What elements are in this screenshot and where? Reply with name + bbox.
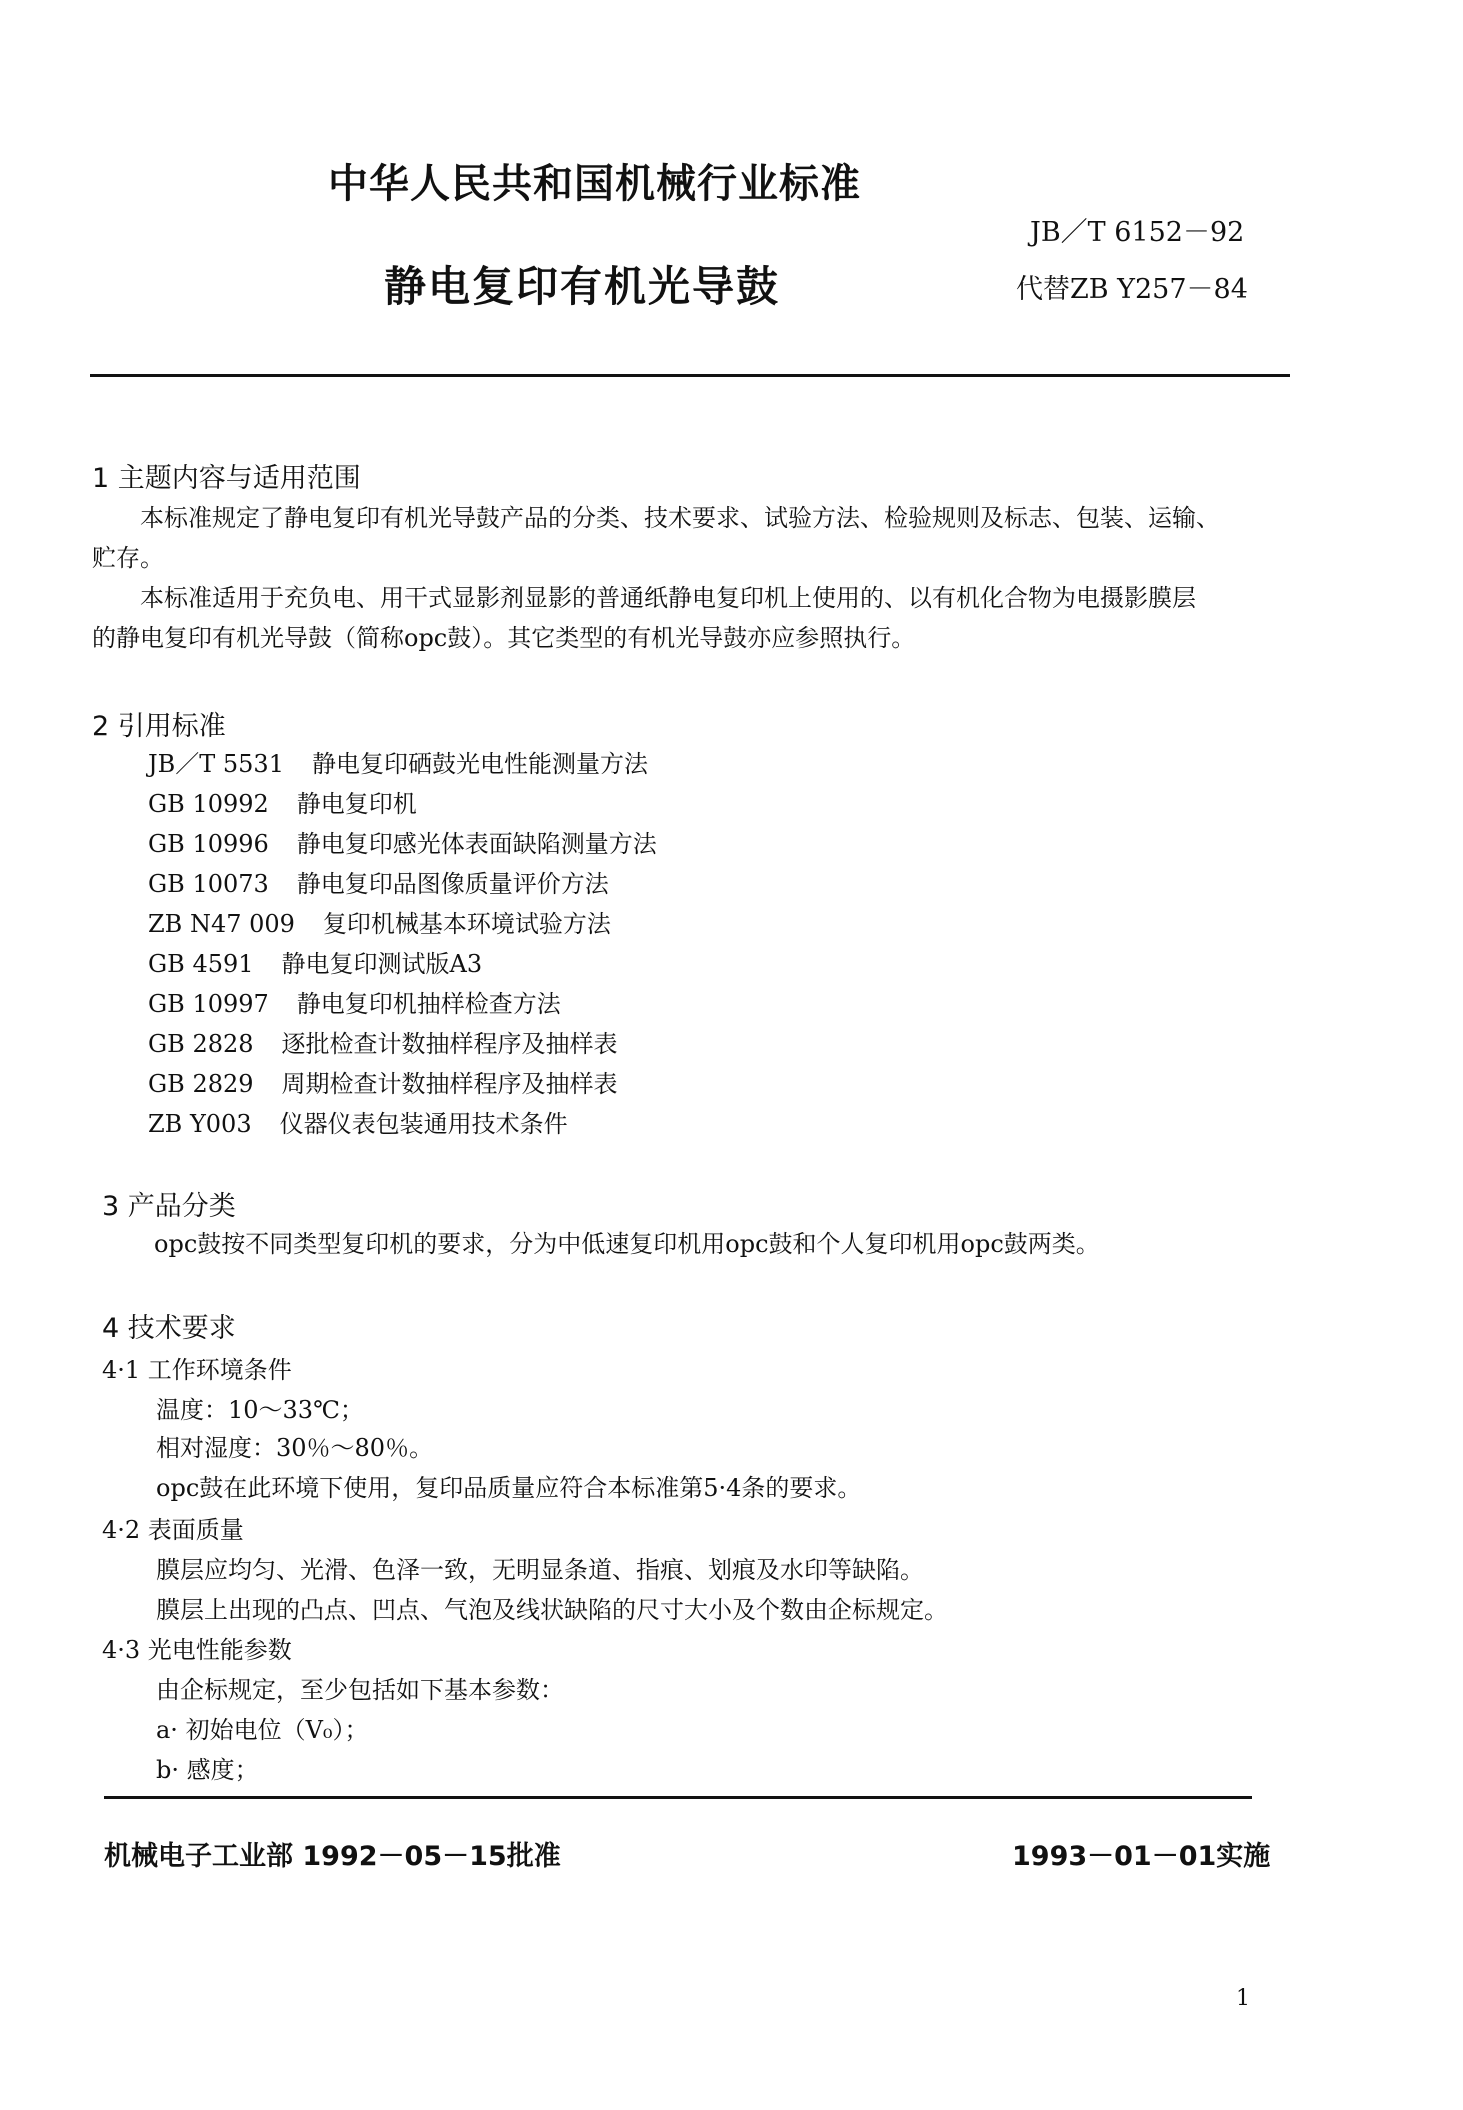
reference-code: GB 2828 — [148, 1030, 254, 1058]
reference-item — [148, 1064, 618, 1099]
reference-item — [148, 1104, 568, 1139]
reference-item — [148, 984, 561, 1019]
temperature-condition: 温度：10～33℃； — [156, 1396, 364, 1424]
section-4-2-heading: 4·2 表面质量 — [102, 1516, 244, 1544]
reference-code: GB 2829 — [148, 1070, 254, 1098]
surface-quality-line-1: 膜层应均匀、光滑、色泽一致，无明显条道、指痕、划痕及水印等缺陷。 — [156, 1556, 924, 1584]
parameter-initial-potential: a· 初始电位（V₀）； — [156, 1716, 369, 1744]
reference-item — [148, 944, 482, 979]
section-3-heading: 3 产品分类 — [102, 1191, 236, 1222]
reference-title: 周期检查计数抽样程序及抽样表 — [281, 1070, 618, 1098]
reference-title: 静电复印机抽样检查方法 — [296, 990, 561, 1018]
section-2-heading: 2 引用标准 — [92, 711, 226, 742]
reference-item — [148, 904, 611, 939]
section-1-para-2-line-2: 的静电复印有机光导鼓（简称opc鼓）。其它类型的有机光导鼓亦应参照执行。 — [92, 624, 916, 652]
environment-note: opc鼓在此环境下使用，复印品质量应符合本标准第5·4条的要求。 — [156, 1474, 862, 1502]
reference-title: 静电复印品图像质量评价方法 — [296, 870, 609, 898]
section-1-para-1-line-2: 贮存。 — [92, 544, 164, 572]
reference-code: JB／T 5531 — [148, 750, 284, 778]
section-4-heading: 4 技术要求 — [102, 1313, 236, 1344]
parameter-sensitivity: b· 感度； — [156, 1756, 259, 1784]
surface-quality-line-2: 膜层上出现的凸点、凹点、气泡及线状缺陷的尺寸大小及个数由企标规定。 — [156, 1596, 948, 1624]
reference-code: ZB N47 009 — [148, 910, 295, 938]
reference-code: GB 10996 — [148, 830, 269, 858]
section-4-1-heading: 4·1 工作环境条件 — [102, 1356, 292, 1384]
reference-title: 静电复印机 — [296, 790, 417, 818]
reference-code: GB 10073 — [148, 870, 269, 898]
parameters-intro: 由企标规定，至少包括如下基本参数： — [156, 1676, 564, 1704]
section-1-heading: 1 主题内容与适用范围 — [92, 463, 361, 494]
reference-item — [148, 1024, 618, 1059]
section-4-3-heading: 4·3 光电性能参数 — [102, 1636, 292, 1664]
reference-item — [148, 784, 417, 819]
humidity-condition: 相对湿度：30％～80％。 — [156, 1434, 434, 1462]
standard-category-title: 中华人民共和国机械行业标准 — [328, 161, 861, 207]
reference-item — [148, 824, 657, 859]
implementation-date: 1993－01－01实施 — [1012, 1841, 1271, 1872]
reference-code: ZB Y003 — [148, 1110, 252, 1138]
standard-number: JB／T 6152－92 — [1030, 217, 1245, 248]
document-title: 静电复印有机光导鼓 — [384, 262, 781, 311]
reference-item — [148, 864, 609, 899]
replaces-standard: 代替ZB Y257－84 — [1016, 274, 1248, 305]
footer-rule — [104, 1796, 1252, 1799]
reference-title: 静电复印感光体表面缺陷测量方法 — [296, 830, 657, 858]
header-rule — [90, 374, 1290, 377]
section-1-para-2-line-1: 本标准适用于充负电、用干式显影剂显影的普通纸静电复印机上使用的、以有机化合物为电摄影膜层 — [140, 584, 1196, 612]
reference-title: 复印机械基本环境试验方法 — [322, 910, 611, 938]
reference-item — [148, 744, 648, 779]
approval-line: 机械电子工业部 1992－05－15批准 — [104, 1841, 561, 1872]
reference-title: 仪器仪表包装通用技术条件 — [279, 1110, 568, 1138]
section-3-para: opc鼓按不同类型复印机的要求，分为中低速复印机用opc鼓和个人复印机用opc鼓两类。 — [154, 1230, 1100, 1258]
reference-code: GB 10997 — [148, 990, 269, 1018]
page-number: 1 — [1236, 1986, 1250, 2011]
section-1-para-1-line-1: 本标准规定了静电复印有机光导鼓产品的分类、技术要求、试验方法、检验规则及标志、包装、运输、 — [140, 504, 1220, 532]
reference-title: 逐批检查计数抽样程序及抽样表 — [281, 1030, 618, 1058]
reference-title: 静电复印硒鼓光电性能测量方法 — [311, 750, 648, 778]
reference-title: 静电复印测试版A3 — [281, 950, 483, 978]
reference-code: GB 10992 — [148, 790, 269, 818]
reference-code: GB 4591 — [148, 950, 254, 978]
